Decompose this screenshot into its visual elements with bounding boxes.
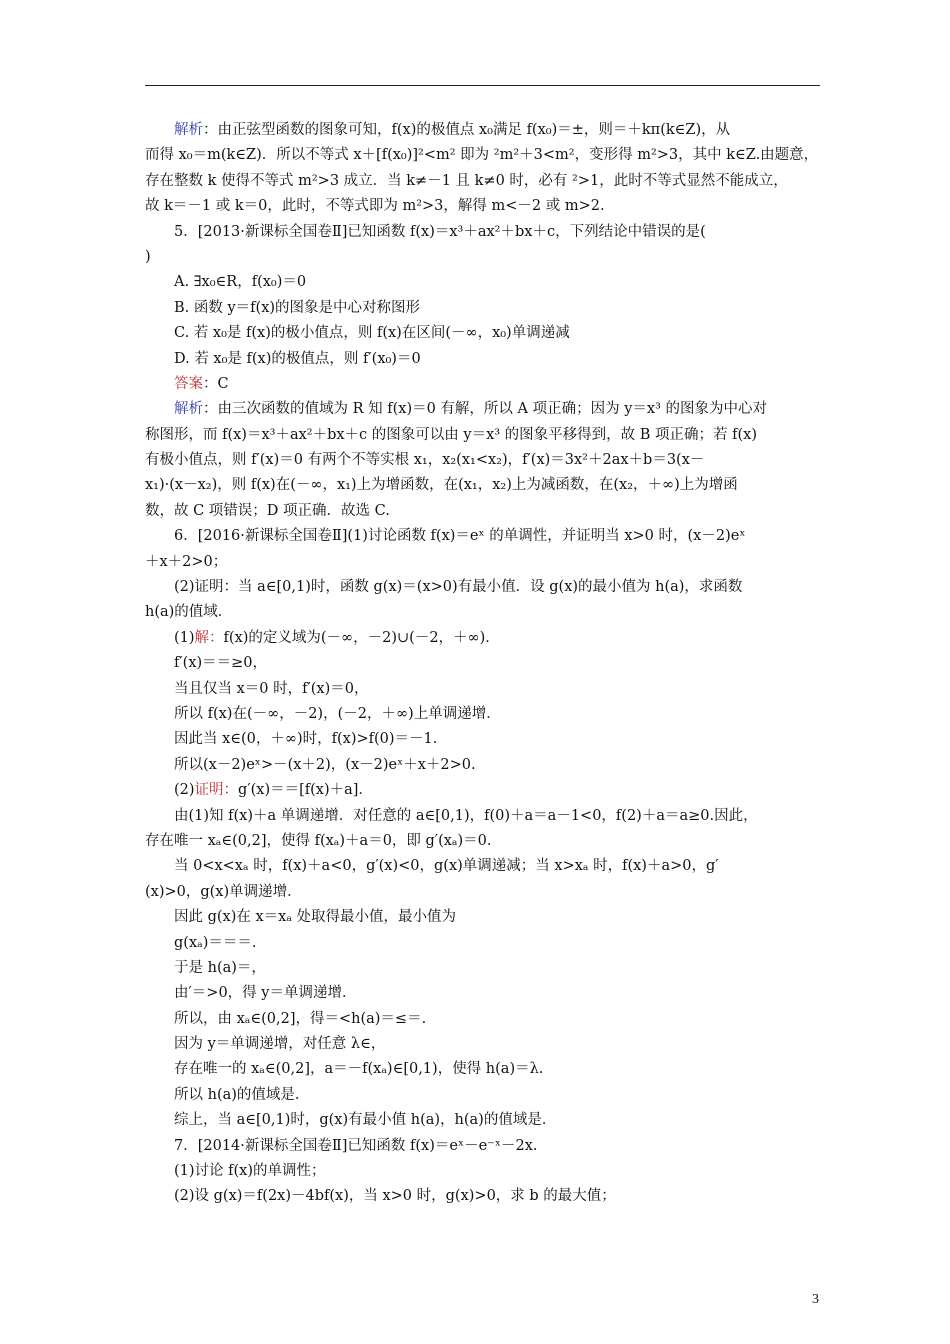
text-line: [145, 651, 825, 676]
line-text: 而得 x₀＝m(k∈Z)．所以不等式 x＋[f(x₀)]²<m² 即为 ²m²＋3<m²，变形得 m²>3，其中 k∈Z.由题意，: [145, 147, 819, 164]
line-text: 故 k＝－1 或 k＝0，此时，不等式即为 m²>3，解得 m<－2 或 m>2.: [145, 198, 605, 215]
text-line: [145, 270, 825, 295]
line-text: 7．[2014·新课标全国卷Ⅱ]已知函数 f(x)＝eˣ－e⁻ˣ－2x.: [174, 1137, 538, 1154]
text-line: [145, 1083, 825, 1108]
text-line: [145, 550, 825, 575]
text-line: [145, 804, 825, 829]
text-line: [145, 220, 825, 245]
line-text: (2)证明：当 a∈[0,1)时，函数 g(x)＝(x>0)有最小值．设 g(x)的最小值为 h(a)，求函数: [174, 579, 743, 596]
line-text: (1)讨论 f(x)的单调性；: [174, 1163, 326, 1180]
line-text: g(xₐ)＝＝＝.: [174, 934, 257, 951]
line-text: ): [145, 248, 151, 265]
line-text: ：由三次函数的值域为 R 知 f(x)＝0 有解，所以 A 项正确；因为 y＝x³ 的图象为中心对: [203, 401, 768, 418]
line-text: ：C: [203, 375, 229, 392]
line-text: ：由正弦型函数的图象可知，f(x)的极值点 x₀满足 f(x₀)＝±，则＝＋kπ(k∈Z)，从: [203, 122, 731, 138]
label-tag: 解：: [194, 629, 224, 646]
text-line: [145, 397, 825, 422]
line-text: B. 函数 y＝f(x)的图象是中心对称图形: [174, 299, 421, 316]
text-line: [145, 372, 825, 397]
line-text: 当且仅当 x＝0 时，f′(x)＝0，: [174, 680, 369, 697]
line-text: 因为 y＝单调递增，对任意 λ∈，: [174, 1036, 386, 1053]
text-line: [145, 473, 825, 498]
line-text: 因此 g(x)在 x＝xₐ 处取得最小值，最小值为: [174, 909, 457, 926]
text-line: [145, 194, 825, 219]
line-text: 所以(x－2)eˣ>－(x＋2)，(x－2)eˣ＋x＋2>0.: [174, 756, 476, 773]
text-line: [145, 931, 825, 956]
text-line: [145, 854, 825, 879]
text-line: [145, 296, 825, 321]
line-text: 存在整数 k 使得不等式 m²>3 成立．当 k≠－1 且 k≠0 时，必有 ²>1，此时不等式显然不能成立，: [145, 172, 788, 189]
text-line: [145, 499, 825, 524]
line-text: (x)>0，g(x)单调递增．: [145, 883, 302, 900]
line-text: 有极小值点，则 f′(x)＝0 有两个不等实根 x₁，x₂(x₁<x₂)，f′(x)＝3x²＋2ax＋b＝3(x－: [145, 452, 705, 469]
text-line: [145, 1159, 825, 1184]
text-line: [145, 829, 825, 854]
text-line: [145, 956, 825, 981]
text-line: [145, 321, 825, 346]
text-line: [145, 423, 825, 448]
line-text: 综上，当 a∈[0,1)时，g(x)有最小值 h(a)，h(a)的值域是．: [174, 1112, 557, 1129]
line-prefix: (1): [174, 629, 195, 646]
line-text: C. 若 x₀是 f(x)的极小值点，则 f(x)在区间(－∞，x₀)单调递减: [174, 325, 570, 342]
line-text: 5．[2013·新课标全国卷Ⅱ]已知函数 f(x)＝x³＋ax²＋bx＋c，下列结论中错误的是(: [174, 223, 706, 240]
text-line: [145, 448, 825, 473]
text-line: [145, 778, 825, 803]
line-text: 所以 f(x)在(－∞，－2)，(－2，＋∞)上单调递增．: [174, 705, 501, 722]
text-line: [145, 981, 825, 1006]
text-line: [145, 575, 825, 600]
line-text: 存在唯一的 xₐ∈(0,2]，a＝－f(xₐ)∈[0,1)，使得 h(a)＝λ.: [174, 1061, 544, 1078]
text-line: [145, 245, 825, 270]
line-text: 存在唯一 xₐ∈(0,2]，使得 f(xₐ)＋a＝0，即 g′(xₐ)＝0.: [145, 832, 492, 849]
line-text: 由(1)知 f(x)＋a 单调递增．对任意的 a∈[0,1)，f(0)＋a＝a－1<0，f(2)＋a＝a≥0.因此，: [174, 807, 758, 824]
line-text: 所以，由 xₐ∈(0,2]，得＝<h(a)＝≤＝.: [174, 1010, 427, 1027]
text-line: [145, 1134, 825, 1159]
text-line: [145, 626, 825, 651]
line-text: 于是 h(a)＝，: [174, 959, 266, 976]
line-text: ＋x＋2>0；: [145, 553, 228, 570]
text-line: [145, 1007, 825, 1032]
page-number: 3: [812, 1292, 819, 1307]
text-line: [145, 1108, 825, 1133]
text-line: [145, 143, 825, 168]
text-line: [145, 905, 825, 930]
line-text: f(x)的定义域为(－∞，－2)∪(－2，＋∞)．: [223, 629, 500, 646]
label-tag: 解析: [174, 401, 203, 418]
line-text: f′(x)＝＝≥0，: [174, 655, 268, 672]
line-text: 称图形，而 f(x)＝x³＋ax²＋bx＋c 的图象可以由 y＝x³ 的图象平移得到，故 B 项正确；若 f(x): [145, 426, 758, 443]
text-line: [145, 524, 825, 549]
line-text: A. ∃x₀∈R，f(x₀)＝0: [174, 274, 307, 291]
text-line: [145, 702, 825, 727]
line-text: h(a)的值域．: [145, 604, 233, 621]
line-text: (2)设 g(x)＝f(2x)－4bf(x)，当 x>0 时，g(x)>0，求 b 的最大值；: [174, 1188, 616, 1205]
text-line: [145, 1057, 825, 1082]
text-line: [145, 727, 825, 752]
line-text: x₁)·(x－x₂)，则 f(x)在(－∞，x₁)上为增函数，在(x₁，x₂)上为减函数，在(x₂，＋∞)上为增函: [145, 477, 738, 494]
text-line: [145, 880, 825, 905]
line-text: 因此当 x∈(0，＋∞)时，f(x)>f(0)＝－1.: [174, 731, 438, 748]
line-text: D. 若 x₀是 f(x)的极值点，则 f′(x₀)＝0: [174, 350, 421, 367]
text-line: [145, 1032, 825, 1057]
label-tag: 答案: [174, 375, 203, 392]
line-text: 当 0<x<xₐ 时，f(x)＋a<0，g′(x)<0，g(x)单调递减；当 x>xₐ 时，f(x)＋a>0，g′: [174, 858, 719, 875]
line-text: g′(x)＝＝[f(x)＋a]．: [238, 782, 373, 799]
document-body: [145, 118, 825, 1210]
text-line: [145, 1184, 825, 1209]
text-line: [145, 347, 825, 372]
line-text: 由′＝>0，得 y＝单调递增．: [174, 985, 357, 1002]
text-line: [145, 118, 825, 143]
line-text: 6．[2016·新课标全国卷Ⅱ](1)讨论函数 f(x)＝eˣ 的单调性，并证明当 x>0 时，(x－2)eˣ: [174, 528, 746, 545]
text-line: [145, 677, 825, 702]
label-tag: 解析: [174, 122, 203, 138]
label-tag: 证明：: [194, 782, 239, 799]
header-rule: [145, 85, 820, 86]
line-text: 所以 h(a)的值域是．: [174, 1086, 310, 1103]
text-line: [145, 753, 825, 778]
text-line: [145, 169, 825, 194]
text-line: [145, 600, 825, 625]
line-prefix: (2): [174, 782, 195, 799]
line-text: 数，故 C 项错误；D 项正确．故选 C.: [145, 502, 390, 519]
